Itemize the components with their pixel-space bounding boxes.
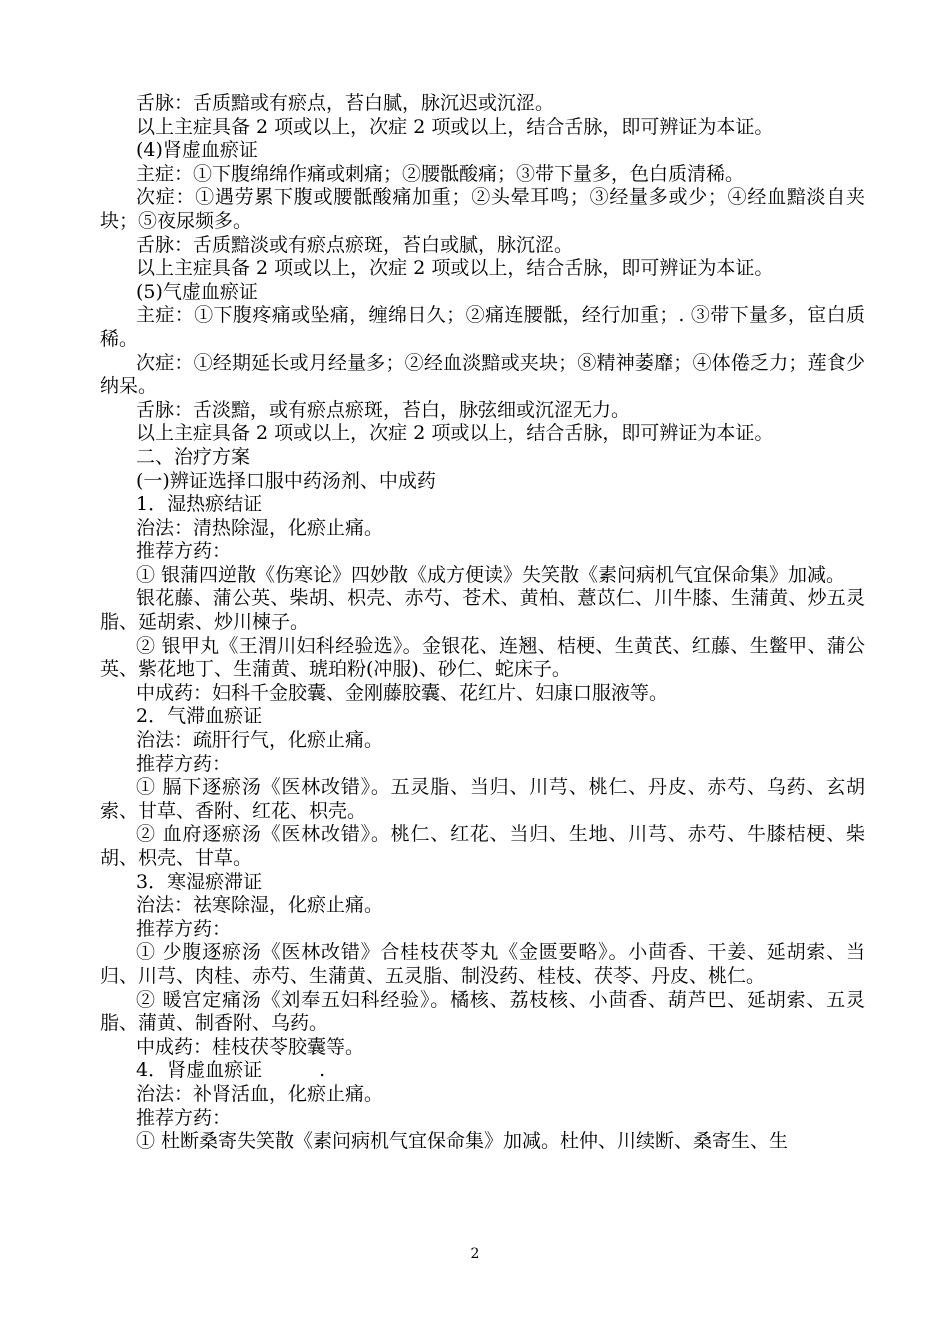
paragraph: 治法：疏肝行气，化瘀止痛。 xyxy=(136,729,384,752)
paragraph: 以上主症具备 2 项或以上，次症 2 项或以上，结合舌脉，即可辨证为本证。 xyxy=(136,115,774,138)
paragraph: 中成药：妇科千金胶囊、金刚藤胶囊、花红片、妇康口服液等。 xyxy=(136,681,669,704)
section-heading: 4．肾虚血瘀证 . xyxy=(136,1059,326,1082)
paragraph: 推荐方药： xyxy=(136,752,232,775)
paragraph: 推荐方药： xyxy=(136,1106,232,1129)
paragraph: ① 杜断桑寄失笑散《素问病机气宜保命集》加减。杜仲、川续断、桑寄生、生 xyxy=(136,1130,789,1153)
paragraph: ② 血府逐瘀汤《医林改错》。桃仁、红花、当归、生地、川芎、赤芍、牛膝桔梗、柴胡、枳壳、甘草。 xyxy=(100,823,865,869)
paragraph: 以上主症具备 2 项或以上，次症 2 项或以上，结合舌脉，即可辨证为本证。 xyxy=(136,422,774,445)
section-heading: 3．寒湿瘀滞证 xyxy=(136,870,263,893)
paragraph: 舌脉：舌质黯淡或有瘀点瘀斑，苔白或腻，脉沉涩。 xyxy=(136,233,574,256)
paragraph: 舌脉：舌淡黯，或有瘀点瘀斑，苔白，脉弦细或沉涩无力。 xyxy=(136,398,631,421)
section-heading: (4)肾虚血瘀证 xyxy=(136,139,258,162)
section-heading: 1．湿热瘀结证 xyxy=(136,493,263,516)
paragraph: 主症：①下腹绵绵作痛或刺痛；②腰骶酸痛；③带下量多，色白质清稀。 xyxy=(136,162,745,185)
section-heading: 2．气滞血瘀证 xyxy=(136,705,263,728)
document-body xyxy=(100,92,865,1154)
paragraph: ① 少腹逐瘀汤《医林改错》合桂枝茯苓丸《金匮要略》。小茴香、干姜、延胡索、当归、川芎、肉桂、赤芍、生蒲黄、五灵脂、制没药、桂枝、茯苓、丹皮、桃仁。 xyxy=(100,941,865,987)
paragraph: 治法：补肾活血，化瘀止痛。 xyxy=(136,1082,384,1105)
page-number: 2 xyxy=(470,1246,480,1262)
paragraph: 次症：①遇劳累下腹或腰骶酸痛加重；②头晕耳鸣；③经量多或少；④经血黯淡自夹块；⑤夜尿频多。 xyxy=(100,186,865,232)
paragraph: ② 暖宫定痛汤《刘奉五妇科经验》。橘核、荔枝核、小茴香、葫芦巴、延胡索、五灵脂、蒲黄、制香附、乌药。 xyxy=(100,988,865,1035)
paragraph: 银花藤、蒲公英、柴胡、枳壳、赤芍、苍术、黄柏、薏苡仁、川牛膝、生蒲黄、炒五灵脂、延胡索、炒川楝子。 xyxy=(100,587,865,634)
paragraph: 推荐方药： xyxy=(136,540,232,563)
paragraph: 次症：①经期延长或月经量多；②经血淡黯或夹块；⑧精神萎靡；④体倦乏力；莲食少纳呆。 xyxy=(100,351,865,398)
paragraph: 治法：清热除湿，化瘀止痛。 xyxy=(136,516,384,539)
section-heading: (5)气虚血瘀证 xyxy=(136,280,258,303)
paragraph: 推荐方药： xyxy=(136,917,232,940)
paragraph: ① 膈下逐瘀汤《医林改错》。五灵脂、当归、川芎、桃仁、丹皮、赤芍、乌药、玄胡索、甘草、香附、红花、枳壳。 xyxy=(100,776,865,822)
paragraph: 主症：①下腹疼痛或坠痛，缠绵日久；②痛连腰骶，经行加重；. ③带下量多，宦白质稀。 xyxy=(100,304,865,350)
paragraph: 舌脉：舌质黯或有瘀点，苔白腻，脉沉迟或沉涩。 xyxy=(136,92,555,114)
section-heading: (一)辨证选择口服中药汤剂、中成药 xyxy=(136,469,436,492)
section-heading: 二、治疗方案 xyxy=(136,445,251,468)
paragraph: ① 银蒲四逆散《伤寒论》四妙散《成方便读》失笑散《素问病机气宜保命集》加减。 xyxy=(136,563,846,586)
paragraph: 中成药：桂枝茯苓胶囊等。 xyxy=(136,1035,365,1058)
paragraph: 治法：祛寒除湿，化瘀止痛。 xyxy=(136,894,384,917)
paragraph: ② 银甲丸《王渭川妇科经验选》。金银花、连翘、桔梗、生黄芪、红藤、生鳖甲、蒲公英、紫花地丁、生蒲黄、琥珀粉(冲服)、砂仁、蛇床子。 xyxy=(100,634,865,681)
paragraph: 以上主症具备 2 项或以上，次症 2 项或以上，结合舌脉，即可辨证为本证。 xyxy=(136,257,774,280)
